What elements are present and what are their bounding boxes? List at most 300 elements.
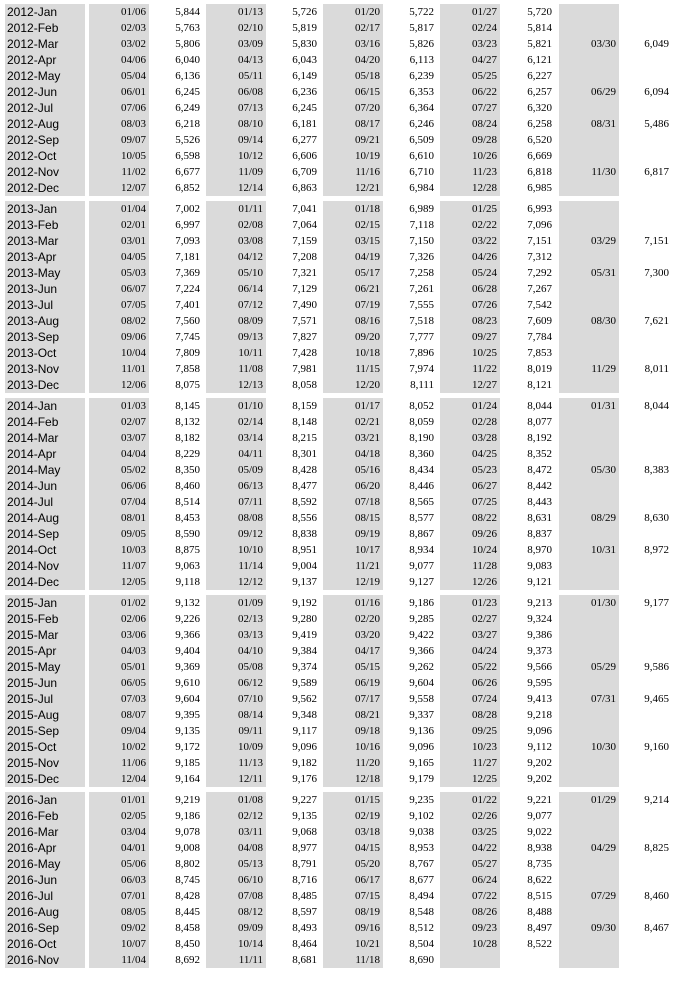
week2-date: 04/13 — [206, 52, 266, 68]
week3-value: 8,953 — [409, 842, 434, 854]
week1-date: 09/06 — [89, 329, 149, 345]
week2-date: 08/10 — [206, 116, 266, 132]
week5-date — [559, 558, 619, 574]
table-row — [5, 707, 675, 723]
week2-date: 09/09 — [206, 920, 266, 936]
week2-date: 02/08 — [206, 217, 266, 233]
week2-date: 10/09 — [206, 739, 266, 755]
week4-value: 8,497 — [527, 922, 552, 934]
week3-value: 9,186 — [409, 597, 434, 609]
week3-value: 9,077 — [409, 560, 434, 572]
week2-date: 09/12 — [206, 526, 266, 542]
week1-value: 8,450 — [175, 938, 200, 950]
week2-value: 8,592 — [292, 496, 317, 508]
week4-date: 01/27 — [440, 4, 500, 20]
week2-value: 7,490 — [292, 299, 317, 311]
week4-value: 7,151 — [527, 235, 552, 247]
week5-value: 8,044 — [644, 400, 669, 412]
week1-value: 8,350 — [175, 464, 200, 476]
week5-date — [559, 627, 619, 643]
week3-date: 10/21 — [323, 936, 383, 952]
week5-value — [619, 856, 672, 872]
week2-date: 02/13 — [206, 611, 266, 627]
week4-date: 02/26 — [440, 808, 500, 824]
month-label: 2012-Mar — [5, 36, 85, 52]
week4-date: 11/28 — [440, 558, 500, 574]
week4-date: 12/25 — [440, 771, 500, 787]
week3-date: 08/15 — [323, 510, 383, 526]
week3-date: 06/17 — [323, 872, 383, 888]
week5-value — [619, 611, 672, 627]
week5-value — [619, 936, 672, 952]
week3-value: 9,604 — [409, 677, 434, 689]
week5-value — [619, 430, 672, 446]
week1-value: 5,763 — [175, 22, 200, 34]
week3-date: 08/19 — [323, 904, 383, 920]
table-row — [5, 542, 675, 558]
week5-value — [619, 414, 672, 430]
week1-value: 5,844 — [175, 6, 200, 18]
month-label: 2012-Jul — [5, 100, 85, 116]
week5-date: 06/29 — [559, 84, 619, 100]
week4-value: 8,938 — [527, 842, 552, 854]
week4-value: 8,515 — [527, 890, 552, 902]
week4-value: 7,096 — [527, 219, 552, 231]
week1-value: 7,093 — [175, 235, 200, 247]
week4-date: 06/26 — [440, 675, 500, 691]
week2-date: 10/12 — [206, 148, 266, 164]
week4-value: 5,720 — [527, 6, 552, 18]
week3-value: 6,113 — [409, 54, 434, 66]
month-label: 2016-Oct — [5, 936, 85, 952]
week1-date: 07/06 — [89, 100, 149, 116]
month-label: 2014-Jun — [5, 478, 85, 494]
week2-date: 03/11 — [206, 824, 266, 840]
week3-date: 04/19 — [323, 249, 383, 265]
week2-value: 7,827 — [292, 331, 317, 343]
week3-date: 07/18 — [323, 494, 383, 510]
week1-date: 02/06 — [89, 611, 149, 627]
week2-date: 09/13 — [206, 329, 266, 345]
week5-value: 8,972 — [644, 544, 669, 556]
week4-date: 09/25 — [440, 723, 500, 739]
table-row — [5, 217, 675, 233]
week4-date: 10/23 — [440, 739, 500, 755]
week2-value: 5,726 — [292, 6, 317, 18]
table-row — [5, 52, 675, 68]
week1-date: 11/06 — [89, 755, 149, 771]
table-row — [5, 872, 675, 888]
week1-value: 9,610 — [175, 677, 200, 689]
week3-date: 10/16 — [323, 739, 383, 755]
week1-value: 5,526 — [175, 134, 200, 146]
week4-date: 07/24 — [440, 691, 500, 707]
week5-date — [559, 148, 619, 164]
week3-value: 7,258 — [409, 267, 434, 279]
week4-value: 7,609 — [527, 315, 552, 327]
month-label: 2016-Jul — [5, 888, 85, 904]
week4-date — [440, 952, 500, 968]
week4-date: 10/26 — [440, 148, 500, 164]
month-label: 2012-Oct — [5, 148, 85, 164]
week4-date: 01/23 — [440, 595, 500, 611]
week3-date: 10/17 — [323, 542, 383, 558]
table-row — [5, 627, 675, 643]
week4-date: 07/26 — [440, 297, 500, 313]
week2-date: 04/12 — [206, 249, 266, 265]
week5-date — [559, 217, 619, 233]
week3-value: 6,610 — [409, 150, 434, 162]
table-row — [5, 297, 675, 313]
week3-date: 05/15 — [323, 659, 383, 675]
week5-value — [619, 180, 672, 196]
week2-date: 05/09 — [206, 462, 266, 478]
week3-value: 9,422 — [409, 629, 434, 641]
week2-value: 6,149 — [292, 70, 317, 82]
week3-date: 04/17 — [323, 643, 383, 659]
week5-value — [619, 558, 672, 574]
week3-value: 5,826 — [409, 38, 434, 50]
week2-value: 9,384 — [292, 645, 317, 657]
week4-date: 05/22 — [440, 659, 500, 675]
week2-date: 09/11 — [206, 723, 266, 739]
week1-value: 8,453 — [175, 512, 200, 524]
week5-value: 9,214 — [644, 794, 669, 806]
week1-value: 9,369 — [175, 661, 200, 673]
month-label: 2015-Feb — [5, 611, 85, 627]
week2-value: 8,791 — [292, 858, 317, 870]
week5-date — [559, 446, 619, 462]
week3-date: 02/19 — [323, 808, 383, 824]
table-row — [5, 824, 675, 840]
week5-value: 9,177 — [644, 597, 669, 609]
week5-date — [559, 377, 619, 393]
week3-date: 04/15 — [323, 840, 383, 856]
week5-date — [559, 132, 619, 148]
week2-date: 06/13 — [206, 478, 266, 494]
week5-value — [619, 952, 672, 968]
week4-date: 12/27 — [440, 377, 500, 393]
week4-date: 02/24 — [440, 20, 500, 36]
month-label: 2014-Nov — [5, 558, 85, 574]
week4-value: 6,257 — [527, 86, 552, 98]
week3-date: 07/19 — [323, 297, 383, 313]
week2-value: 7,208 — [292, 251, 317, 263]
week2-value: 7,041 — [292, 203, 317, 215]
week3-value: 8,548 — [409, 906, 434, 918]
week2-date: 03/14 — [206, 430, 266, 446]
week3-value: 8,446 — [409, 480, 434, 492]
week1-value: 9,063 — [175, 560, 200, 572]
week4-value: 8,121 — [527, 379, 552, 391]
week2-date: 06/12 — [206, 675, 266, 691]
week4-value: 9,218 — [527, 709, 552, 721]
week1-date: 02/03 — [89, 20, 149, 36]
table-row — [5, 691, 675, 707]
week4-value: 8,044 — [527, 400, 552, 412]
table-row — [5, 904, 675, 920]
week4-value: 6,669 — [527, 150, 552, 162]
week5-date: 10/31 — [559, 542, 619, 558]
week5-value — [619, 148, 672, 164]
week1-value: 9,604 — [175, 693, 200, 705]
week4-date: 02/22 — [440, 217, 500, 233]
week5-date — [559, 329, 619, 345]
month-label: 2016-Jun — [5, 872, 85, 888]
week1-date: 04/04 — [89, 446, 149, 462]
week2-value: 8,681 — [292, 954, 317, 966]
week1-date: 08/03 — [89, 116, 149, 132]
week5-value — [619, 627, 672, 643]
week2-date: 08/12 — [206, 904, 266, 920]
week3-date: 09/20 — [323, 329, 383, 345]
week2-date: 11/11 — [206, 952, 266, 968]
week4-value: 6,258 — [527, 118, 552, 130]
week2-value: 8,977 — [292, 842, 317, 854]
week3-date: 01/15 — [323, 792, 383, 808]
week5-date: 01/30 — [559, 595, 619, 611]
week1-value: 7,002 — [175, 203, 200, 215]
table-row — [5, 920, 675, 936]
week2-date: 01/08 — [206, 792, 266, 808]
week1-date: 10/02 — [89, 739, 149, 755]
week3-value: 8,867 — [409, 528, 434, 540]
week3-date: 02/21 — [323, 414, 383, 430]
week1-date: 10/05 — [89, 148, 149, 164]
week3-value: 8,577 — [409, 512, 434, 524]
table-row — [5, 739, 675, 755]
table-row — [5, 281, 675, 297]
month-label: 2013-Mar — [5, 233, 85, 249]
week3-value: 6,364 — [409, 102, 434, 114]
week3-date: 06/15 — [323, 84, 383, 100]
week5-date: 10/30 — [559, 739, 619, 755]
month-label: 2013-Dec — [5, 377, 85, 393]
week4-date: 02/27 — [440, 611, 500, 627]
week3-value: 7,150 — [409, 235, 434, 247]
week3-value: 7,118 — [409, 219, 434, 231]
week3-value: 8,565 — [409, 496, 434, 508]
week1-date: 11/07 — [89, 558, 149, 574]
week4-date: 05/23 — [440, 462, 500, 478]
month-label: 2016-Jan — [5, 792, 85, 808]
week3-value: 6,710 — [409, 166, 434, 178]
week5-date — [559, 675, 619, 691]
week4-date: 08/23 — [440, 313, 500, 329]
week2-date: 05/08 — [206, 659, 266, 675]
month-label: 2014-May — [5, 462, 85, 478]
week1-date: 05/02 — [89, 462, 149, 478]
week1-value: 8,590 — [175, 528, 200, 540]
month-label: 2014-Jan — [5, 398, 85, 414]
week2-date: 06/10 — [206, 872, 266, 888]
week2-value: 8,493 — [292, 922, 317, 934]
week4-value: 6,993 — [527, 203, 552, 215]
week5-date: 05/29 — [559, 659, 619, 675]
week1-value: 8,428 — [175, 890, 200, 902]
week2-value: 9,374 — [292, 661, 317, 673]
week4-value: 9,386 — [527, 629, 552, 641]
table-row — [5, 180, 675, 196]
week2-value: 5,819 — [292, 22, 317, 34]
week1-date: 12/07 — [89, 180, 149, 196]
month-label: 2013-Jul — [5, 297, 85, 313]
week4-date: 08/22 — [440, 510, 500, 526]
week2-date: 12/12 — [206, 574, 266, 590]
week3-date: 09/16 — [323, 920, 383, 936]
week2-value: 8,597 — [292, 906, 317, 918]
year-block-2013 — [5, 201, 675, 393]
week2-date: 12/14 — [206, 180, 266, 196]
week3-value: 9,165 — [409, 757, 434, 769]
week5-date: 07/29 — [559, 888, 619, 904]
week2-value: 8,464 — [292, 938, 317, 950]
week5-value — [619, 20, 672, 36]
week5-value: 9,160 — [644, 741, 669, 753]
month-label: 2016-May — [5, 856, 85, 872]
table-row — [5, 100, 675, 116]
week4-date: 04/24 — [440, 643, 500, 659]
week4-date: 06/24 — [440, 872, 500, 888]
week4-date: 05/27 — [440, 856, 500, 872]
week3-date: 12/18 — [323, 771, 383, 787]
week4-date: 05/24 — [440, 265, 500, 281]
month-label: 2013-Aug — [5, 313, 85, 329]
week5-value: 8,383 — [644, 464, 669, 476]
week5-value — [619, 771, 672, 787]
week4-date: 09/23 — [440, 920, 500, 936]
week1-value: 6,997 — [175, 219, 200, 231]
week3-value: 7,326 — [409, 251, 434, 263]
week2-date: 07/10 — [206, 691, 266, 707]
table-row — [5, 574, 675, 590]
table-row — [5, 856, 675, 872]
week4-date: 07/22 — [440, 888, 500, 904]
week5-value — [619, 201, 672, 217]
week4-value — [500, 952, 555, 968]
table-row — [5, 675, 675, 691]
weekly-data-table — [5, 4, 675, 973]
month-label: 2012-Sep — [5, 132, 85, 148]
week5-date — [559, 478, 619, 494]
week2-value: 9,227 — [292, 794, 317, 806]
week3-value: 9,558 — [409, 693, 434, 705]
week3-value: 9,235 — [409, 794, 434, 806]
month-label: 2012-Apr — [5, 52, 85, 68]
week5-value — [619, 478, 672, 494]
week2-value: 9,135 — [292, 810, 317, 822]
week2-value: 7,159 — [292, 235, 317, 247]
week4-value: 6,121 — [527, 54, 552, 66]
week3-date: 11/21 — [323, 558, 383, 574]
week1-date: 06/06 — [89, 478, 149, 494]
week5-date — [559, 180, 619, 196]
week1-date: 06/07 — [89, 281, 149, 297]
week1-value: 9,366 — [175, 629, 200, 641]
week3-date: 09/21 — [323, 132, 383, 148]
week1-date: 07/04 — [89, 494, 149, 510]
week4-date: 04/22 — [440, 840, 500, 856]
week1-value: 8,229 — [175, 448, 200, 460]
week5-date: 07/31 — [559, 691, 619, 707]
table-row — [5, 249, 675, 265]
month-label: 2016-Feb — [5, 808, 85, 824]
week4-date: 11/27 — [440, 755, 500, 771]
week4-date: 12/28 — [440, 180, 500, 196]
week3-value: 6,239 — [409, 70, 434, 82]
week4-date: 07/25 — [440, 494, 500, 510]
week1-value: 9,185 — [175, 757, 200, 769]
week5-date: 08/29 — [559, 510, 619, 526]
week4-date: 12/26 — [440, 574, 500, 590]
week5-date — [559, 249, 619, 265]
week1-date: 05/06 — [89, 856, 149, 872]
week5-date — [559, 952, 619, 968]
week3-date: 05/17 — [323, 265, 383, 281]
week2-date: 07/12 — [206, 297, 266, 313]
week5-date: 04/29 — [559, 840, 619, 856]
week5-value: 7,300 — [644, 267, 669, 279]
table-row — [5, 888, 675, 904]
week4-date: 11/23 — [440, 164, 500, 180]
week1-value: 7,224 — [175, 283, 200, 295]
week1-value: 9,118 — [175, 576, 200, 588]
week2-date: 08/09 — [206, 313, 266, 329]
week4-date: 11/22 — [440, 361, 500, 377]
table-row — [5, 595, 675, 611]
week3-value: 7,896 — [409, 347, 434, 359]
table-row — [5, 478, 675, 494]
month-label: 2016-Mar — [5, 824, 85, 840]
week3-value: 8,059 — [409, 416, 434, 428]
table-row — [5, 36, 675, 52]
month-label: 2016-Nov — [5, 952, 85, 968]
week3-date: 05/16 — [323, 462, 383, 478]
week2-date: 04/08 — [206, 840, 266, 856]
week1-date: 03/04 — [89, 824, 149, 840]
week1-date: 03/02 — [89, 36, 149, 52]
week3-date: 03/15 — [323, 233, 383, 249]
week4-date: 03/28 — [440, 430, 500, 446]
week5-value — [619, 526, 672, 542]
week5-date: 01/29 — [559, 792, 619, 808]
week2-date: 01/13 — [206, 4, 266, 20]
week1-date: 08/01 — [89, 510, 149, 526]
month-label: 2015-Jun — [5, 675, 85, 691]
table-row — [5, 377, 675, 393]
week4-date: 10/24 — [440, 542, 500, 558]
week5-date — [559, 723, 619, 739]
table-row — [5, 792, 675, 808]
week2-date: 08/14 — [206, 707, 266, 723]
table-row — [5, 265, 675, 281]
week1-date: 06/01 — [89, 84, 149, 100]
week3-value: 9,102 — [409, 810, 434, 822]
table-row — [5, 132, 675, 148]
week5-date — [559, 494, 619, 510]
week1-value: 9,164 — [175, 773, 200, 785]
week1-date: 10/07 — [89, 936, 149, 952]
week4-value: 6,520 — [527, 134, 552, 146]
week2-value: 8,477 — [292, 480, 317, 492]
week5-value: 7,151 — [644, 235, 669, 247]
week4-value: 8,443 — [527, 496, 552, 508]
week3-value: 8,934 — [409, 544, 434, 556]
week5-value: 9,586 — [644, 661, 669, 673]
month-label: 2013-Nov — [5, 361, 85, 377]
week5-date — [559, 20, 619, 36]
week2-date: 05/13 — [206, 856, 266, 872]
